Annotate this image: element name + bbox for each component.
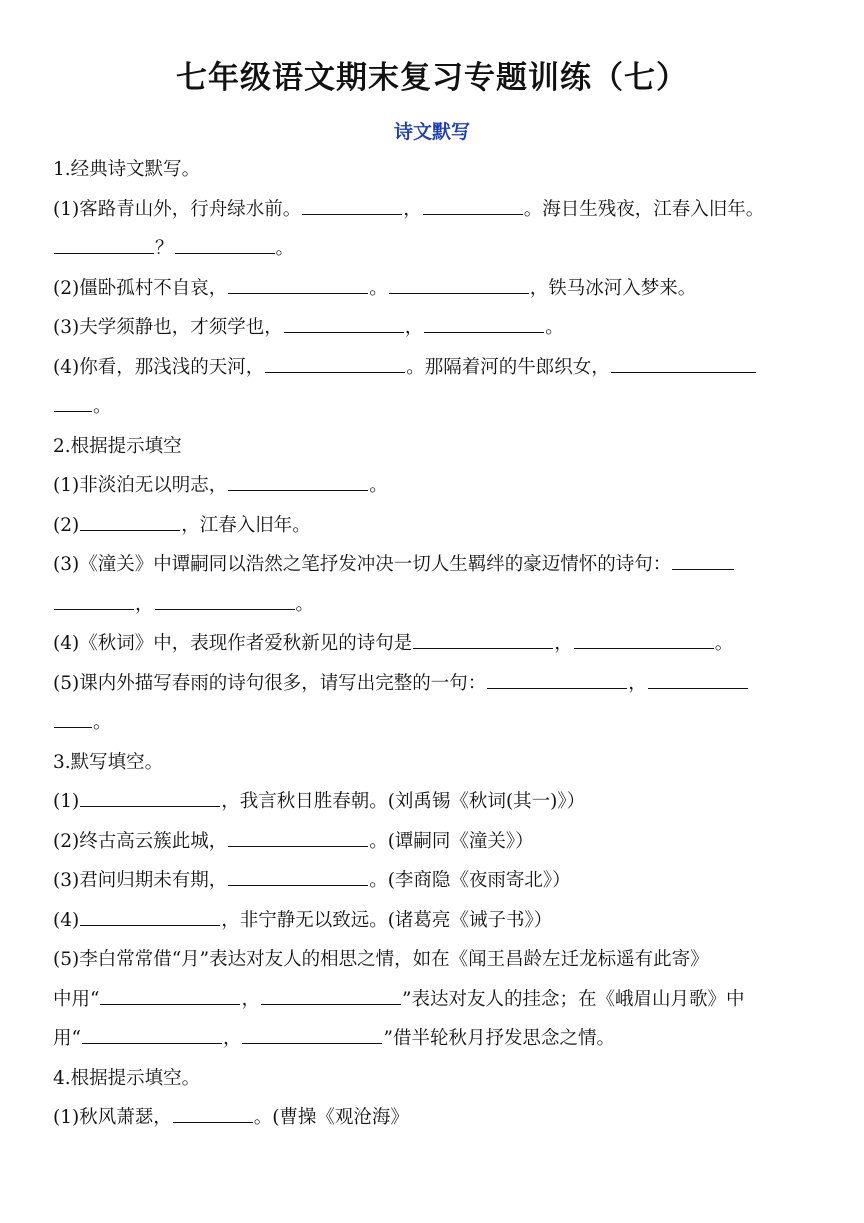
question-text: (1) — [53, 791, 80, 812]
answer-blank[interactable] — [424, 331, 544, 333]
question-text: ， — [241, 988, 260, 1010]
answer-blank[interactable] — [175, 252, 275, 254]
question-text: ， — [222, 1028, 242, 1049]
question-text: (1)秋风萧瑟， — [53, 1107, 172, 1128]
answer-blank[interactable] — [54, 608, 134, 610]
question-text: 。(李商隐《夜雨寄北》） — [369, 870, 571, 891]
answer-blank[interactable] — [100, 1003, 240, 1005]
question-text: 。那隔着河的牛郎织女， — [406, 356, 610, 378]
answer-blank[interactable] — [228, 292, 368, 294]
question-text: (5)李白常常借“月”表达对友人的相思之情，如在《闻王昌龄左迁龙标遥有此寄》 — [53, 949, 709, 970]
question-text: (4) — [53, 909, 80, 931]
question-text: ， — [403, 198, 422, 220]
question-text: 。 — [93, 396, 112, 417]
question-line — [53, 427, 813, 467]
answer-blank[interactable] — [155, 608, 295, 610]
question-text: ，我言秋日胜春朝。(刘禹锡《秋词(其一)》） — [221, 791, 586, 812]
question-text: (4)你看，那浅浅的天河， — [53, 356, 265, 378]
question-text: 4.根据提示填空。 — [53, 1067, 201, 1089]
answer-blank[interactable] — [423, 213, 523, 215]
question-text: (3)夫学须静也，才须学也， — [53, 317, 283, 338]
question-text: (1)客路青山外，行舟绿水前。 — [53, 198, 302, 220]
question-line — [53, 150, 813, 190]
question-text: ，铁马冰河入梦来。 — [529, 277, 697, 299]
question-line — [53, 901, 813, 941]
question-line — [53, 387, 813, 427]
question-text: (3)君问归期未有期， — [53, 870, 228, 891]
question-line — [53, 585, 813, 625]
question-line — [53, 269, 813, 309]
answer-blank[interactable] — [284, 331, 404, 333]
answer-blank[interactable] — [574, 647, 714, 649]
question-text: 。 — [93, 712, 112, 733]
question-text: ， — [628, 672, 647, 694]
question-line — [53, 229, 813, 269]
question-text: 用“ — [53, 1028, 81, 1049]
answer-blank[interactable] — [228, 884, 368, 886]
answer-blank[interactable] — [173, 1121, 253, 1123]
answer-blank[interactable] — [261, 1003, 401, 1005]
question-text: 1.经典诗文默写。 — [53, 159, 201, 180]
question-text: (5)课内外描写春雨的诗句很多，请写出完整的一句： — [53, 672, 487, 694]
answer-blank[interactable] — [82, 1042, 222, 1044]
question-text: ”借半轮秋月抒发思念之情。 — [383, 1028, 615, 1049]
question-text: 。(谭嗣同《潼关》） — [369, 830, 534, 852]
question-text: 3.默写填空。 — [53, 751, 164, 773]
question-line — [53, 822, 813, 862]
answer-blank[interactable] — [54, 410, 92, 412]
question-line — [53, 980, 813, 1020]
answer-blank[interactable] — [302, 213, 402, 215]
question-text: 。 — [369, 277, 388, 299]
question-text: 。 — [275, 238, 295, 259]
answer-blank[interactable] — [389, 292, 529, 294]
question-text: ，江春入旧年。 — [181, 514, 311, 536]
answer-blank[interactable] — [611, 371, 756, 373]
question-text: ， — [404, 317, 424, 338]
question-list — [53, 150, 813, 1138]
answer-blank[interactable] — [228, 489, 368, 491]
question-text: ， — [554, 633, 573, 654]
question-line — [53, 308, 813, 348]
answer-blank[interactable] — [80, 805, 220, 807]
answer-blank[interactable] — [672, 568, 734, 570]
answer-blank[interactable] — [242, 1042, 382, 1044]
answer-blank[interactable] — [648, 687, 748, 689]
question-text: ， — [135, 593, 154, 615]
question-text: 2.根据提示填空 — [53, 435, 182, 457]
answer-blank[interactable] — [54, 252, 154, 254]
question-line — [53, 743, 813, 783]
question-text: 。(曹操《观沧海》 — [253, 1107, 409, 1128]
question-text: (4)《秋词》中，表现作者爱秋新见的诗句是 — [53, 633, 413, 654]
question-text: (3)《潼关》中谭嗣同以浩然之笔抒发冲决一切人生羁绊的豪迈情怀的诗句： — [53, 554, 672, 575]
question-line — [53, 1059, 813, 1099]
question-line — [53, 506, 813, 546]
question-text: ”表达对友人的挂念；在《峨眉山月歌》中 — [401, 988, 745, 1010]
question-text: 中用“ — [53, 988, 100, 1010]
section-subtitle: 诗文默写 — [393, 121, 470, 143]
question-line — [53, 664, 813, 704]
question-line — [53, 940, 813, 980]
question-text: (2) — [53, 514, 80, 536]
question-line — [53, 703, 813, 743]
answer-blank[interactable] — [80, 924, 220, 926]
answer-blank[interactable] — [413, 647, 553, 649]
question-line — [53, 545, 813, 585]
answer-blank[interactable] — [54, 726, 92, 728]
question-line — [53, 624, 813, 664]
question-text: 。 — [369, 475, 388, 496]
question-text: 。 — [714, 633, 734, 654]
page-title: 七年级语文期末复习专题训练（七） — [176, 60, 688, 96]
question-line — [53, 782, 813, 822]
answer-blank[interactable] — [487, 687, 627, 689]
question-text: 。海日生残夜，江春入旧年。 — [523, 198, 765, 220]
question-text: (1)非淡泊无以明志， — [53, 475, 228, 496]
question-line — [53, 1098, 813, 1138]
question-text: (2)僵卧孤村不自哀， — [53, 277, 228, 299]
question-text: 。 — [295, 593, 315, 615]
question-text: ？ — [155, 238, 174, 259]
question-text: 。 — [545, 317, 564, 338]
question-line — [53, 190, 813, 230]
question-line — [53, 466, 813, 506]
question-line — [53, 1019, 813, 1059]
answer-blank[interactable] — [80, 529, 180, 531]
answer-blank[interactable] — [265, 371, 405, 373]
question-text: (2)终古高云簇此城， — [53, 830, 228, 852]
question-line — [53, 861, 813, 901]
question-line — [53, 348, 813, 388]
question-text: ，非宁静无以致远。(诸葛亮《诫子书》） — [221, 909, 553, 931]
answer-blank[interactable] — [228, 845, 368, 847]
